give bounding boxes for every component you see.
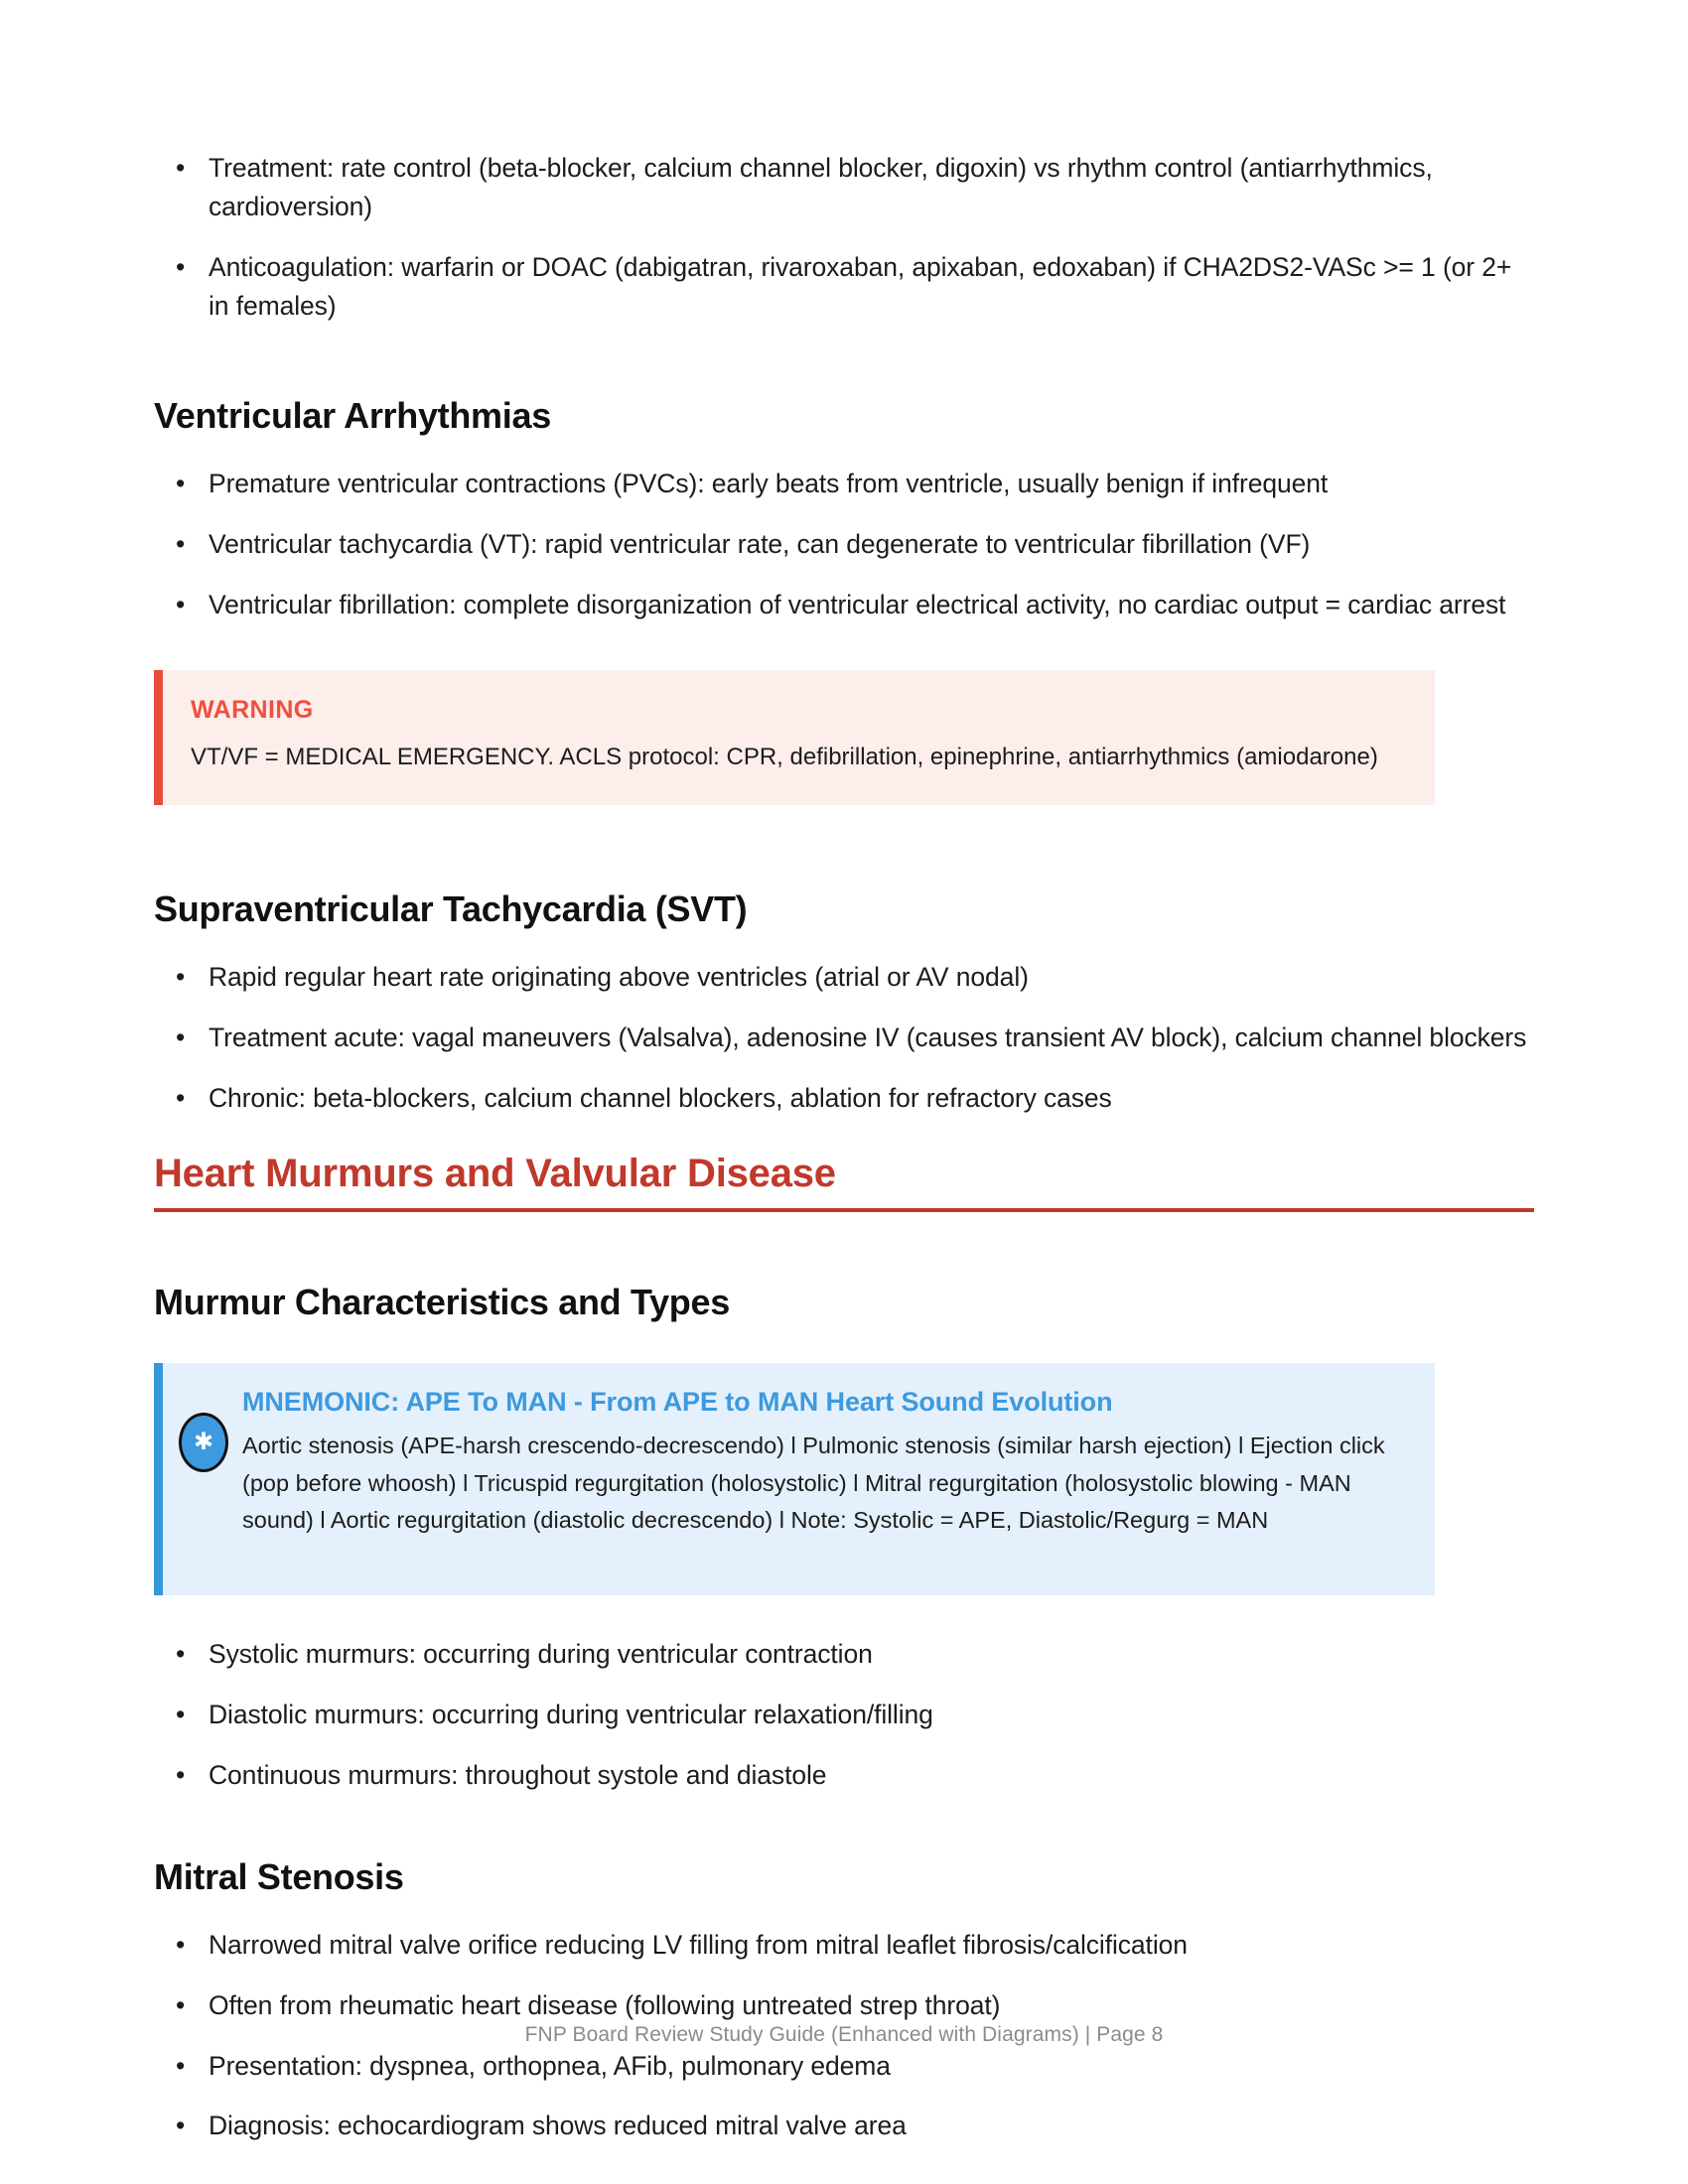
page-footer: FNP Board Review Study Guide (Enhanced with Diagrams) | Page 8 — [524, 2023, 1164, 2046]
bullet-dot-icon: • — [176, 468, 186, 498]
bullet-dot-icon: • — [176, 589, 186, 619]
list-item — [154, 958, 1534, 997]
list-item-text: Ventricular tachycardia (VT): rapid ventricular rate, can degenerate to ventricular fibrillation (VF) — [209, 528, 1311, 559]
list-item — [154, 248, 1534, 326]
bullet-dot-icon: • — [176, 2111, 186, 2141]
list-item — [154, 1079, 1534, 1118]
list-item — [154, 149, 1534, 226]
list-item — [154, 1756, 1534, 1795]
ventricular-arrhythmias-bullet-list — [154, 465, 1534, 624]
bullet-dot-icon: • — [176, 1989, 186, 2020]
list-item-text: Narrowed mitral valve orifice reducing LV filling from mitral leaflet fibrosis/calcification — [209, 1929, 1188, 1960]
bullet-dot-icon: • — [176, 1699, 186, 1729]
list-item-text: Often from rheumatic heart disease (following untreated strep throat) — [209, 1989, 1001, 2020]
list-item — [154, 2047, 1534, 2086]
bullet-dot-icon: • — [176, 251, 186, 282]
mnemonic-content — [242, 1387, 1405, 1540]
section-heading-mitral-stenosis: Mitral Stenosis — [154, 1855, 404, 1897]
top-bullet-list — [154, 149, 1534, 326]
mnemonic-callout — [154, 1363, 1435, 1595]
section-heading-svt: Supraventricular Tachycardia (SVT) — [154, 888, 748, 930]
list-item-text: Anticoagulation: warfarin or DOAC (dabigatran, rivaroxaban, apixaban, edoxaban) if CHA2DS2-VASc >= 1 (or 2+ in females) — [209, 251, 1512, 321]
mnemonic-body-text: Aortic stenosis (APE-harsh crescendo-decrescendo) l Pulmonic stenosis (similar harsh ejection) l Ejection click (pop before whoosh) l Tricuspid regurgitation (holosystolic) l Mitral regurgitation (holosystolic blowing - MAN sound) l Aortic regurgitation (diastolic decrescendo) l Note: Systolic = APE, Diastolic/Regurg = MAN — [242, 1432, 1385, 1534]
list-item — [154, 1019, 1534, 1057]
bullet-dot-icon: • — [176, 528, 186, 559]
section-heading-murmur-characteristics: Murmur Characteristics and Types — [154, 1281, 730, 1322]
list-item — [154, 1696, 1534, 1734]
list-item-text: Premature ventricular contractions (PVCs): early beats from ventricle, usually benign if infrequent — [209, 468, 1329, 498]
list-item-text: Ventricular fibrillation: complete disorganization of ventricular electrical activity, no cardiac output = cardiac arrest — [209, 589, 1506, 619]
list-item-text: Diastolic murmurs: occurring during ventricular relaxation/filling — [209, 1699, 933, 1729]
list-item-text: Diagnosis: echocardiogram shows reduced mitral valve area — [209, 2111, 907, 2141]
warning-label: WARNING — [191, 695, 314, 724]
murmur-types-bullet-list — [154, 1635, 1534, 1795]
svt-bullet-list — [154, 958, 1534, 1118]
warning-callout — [154, 670, 1435, 805]
list-item-text: Presentation: dyspnea, orthopnea, AFib, pulmonary edema — [209, 2050, 891, 2081]
list-item — [154, 2107, 1534, 2145]
section-heading-ventricular-arrhythmias: Ventricular Arrhythmias — [154, 394, 551, 436]
bullet-dot-icon: • — [176, 962, 186, 993]
list-item — [154, 525, 1534, 564]
list-item-text: Treatment acute: vagal maneuvers (Valsalva), adenosine IV (causes transient AV block), calcium channel blockers — [209, 1023, 1527, 1053]
bullet-dot-icon: • — [176, 1023, 186, 1053]
bullet-dot-icon: • — [176, 153, 186, 183]
bullet-dot-icon: • — [176, 1929, 186, 1960]
list-item — [154, 586, 1534, 624]
bullet-dot-icon: • — [176, 2050, 186, 2081]
list-item — [154, 1926, 1534, 1965]
bullet-dot-icon: • — [176, 1638, 186, 1669]
list-item-text: Rapid regular heart rate originating above ventricles (atrial or AV nodal) — [209, 962, 1029, 993]
mnemonic-title: MNEMONIC: APE To MAN - From APE to MAN Heart Sound Evolution — [242, 1386, 1113, 1417]
warning-body-text: VT/VF = MEDICAL EMERGENCY. ACLS protocol: CPR, defibrillation, epinephrine, antiarrhythmics (amiodarone) — [191, 743, 1378, 770]
list-item-text: Systolic murmurs: occurring during ventricular contraction — [209, 1638, 873, 1669]
section-heading-heart-murmurs: Heart Murmurs and Valvular Disease — [154, 1152, 1534, 1212]
list-item-text: Chronic: beta-blockers, calcium channel blockers, ablation for refractory cases — [209, 1083, 1112, 1114]
list-item — [154, 465, 1534, 503]
bullet-dot-icon: • — [176, 1759, 186, 1790]
list-item-text: Continuous murmurs: throughout systole and diastole — [209, 1759, 827, 1790]
star-icon: ✱ — [179, 1413, 228, 1472]
list-item — [154, 1635, 1534, 1674]
bullet-dot-icon: • — [176, 1083, 186, 1114]
list-item — [154, 1986, 1534, 2025]
list-item-text: Treatment: rate control (beta-blocker, calcium channel blocker, digoxin) vs rhythm control (antiarrhythmics, cardioversion) — [209, 153, 1433, 221]
